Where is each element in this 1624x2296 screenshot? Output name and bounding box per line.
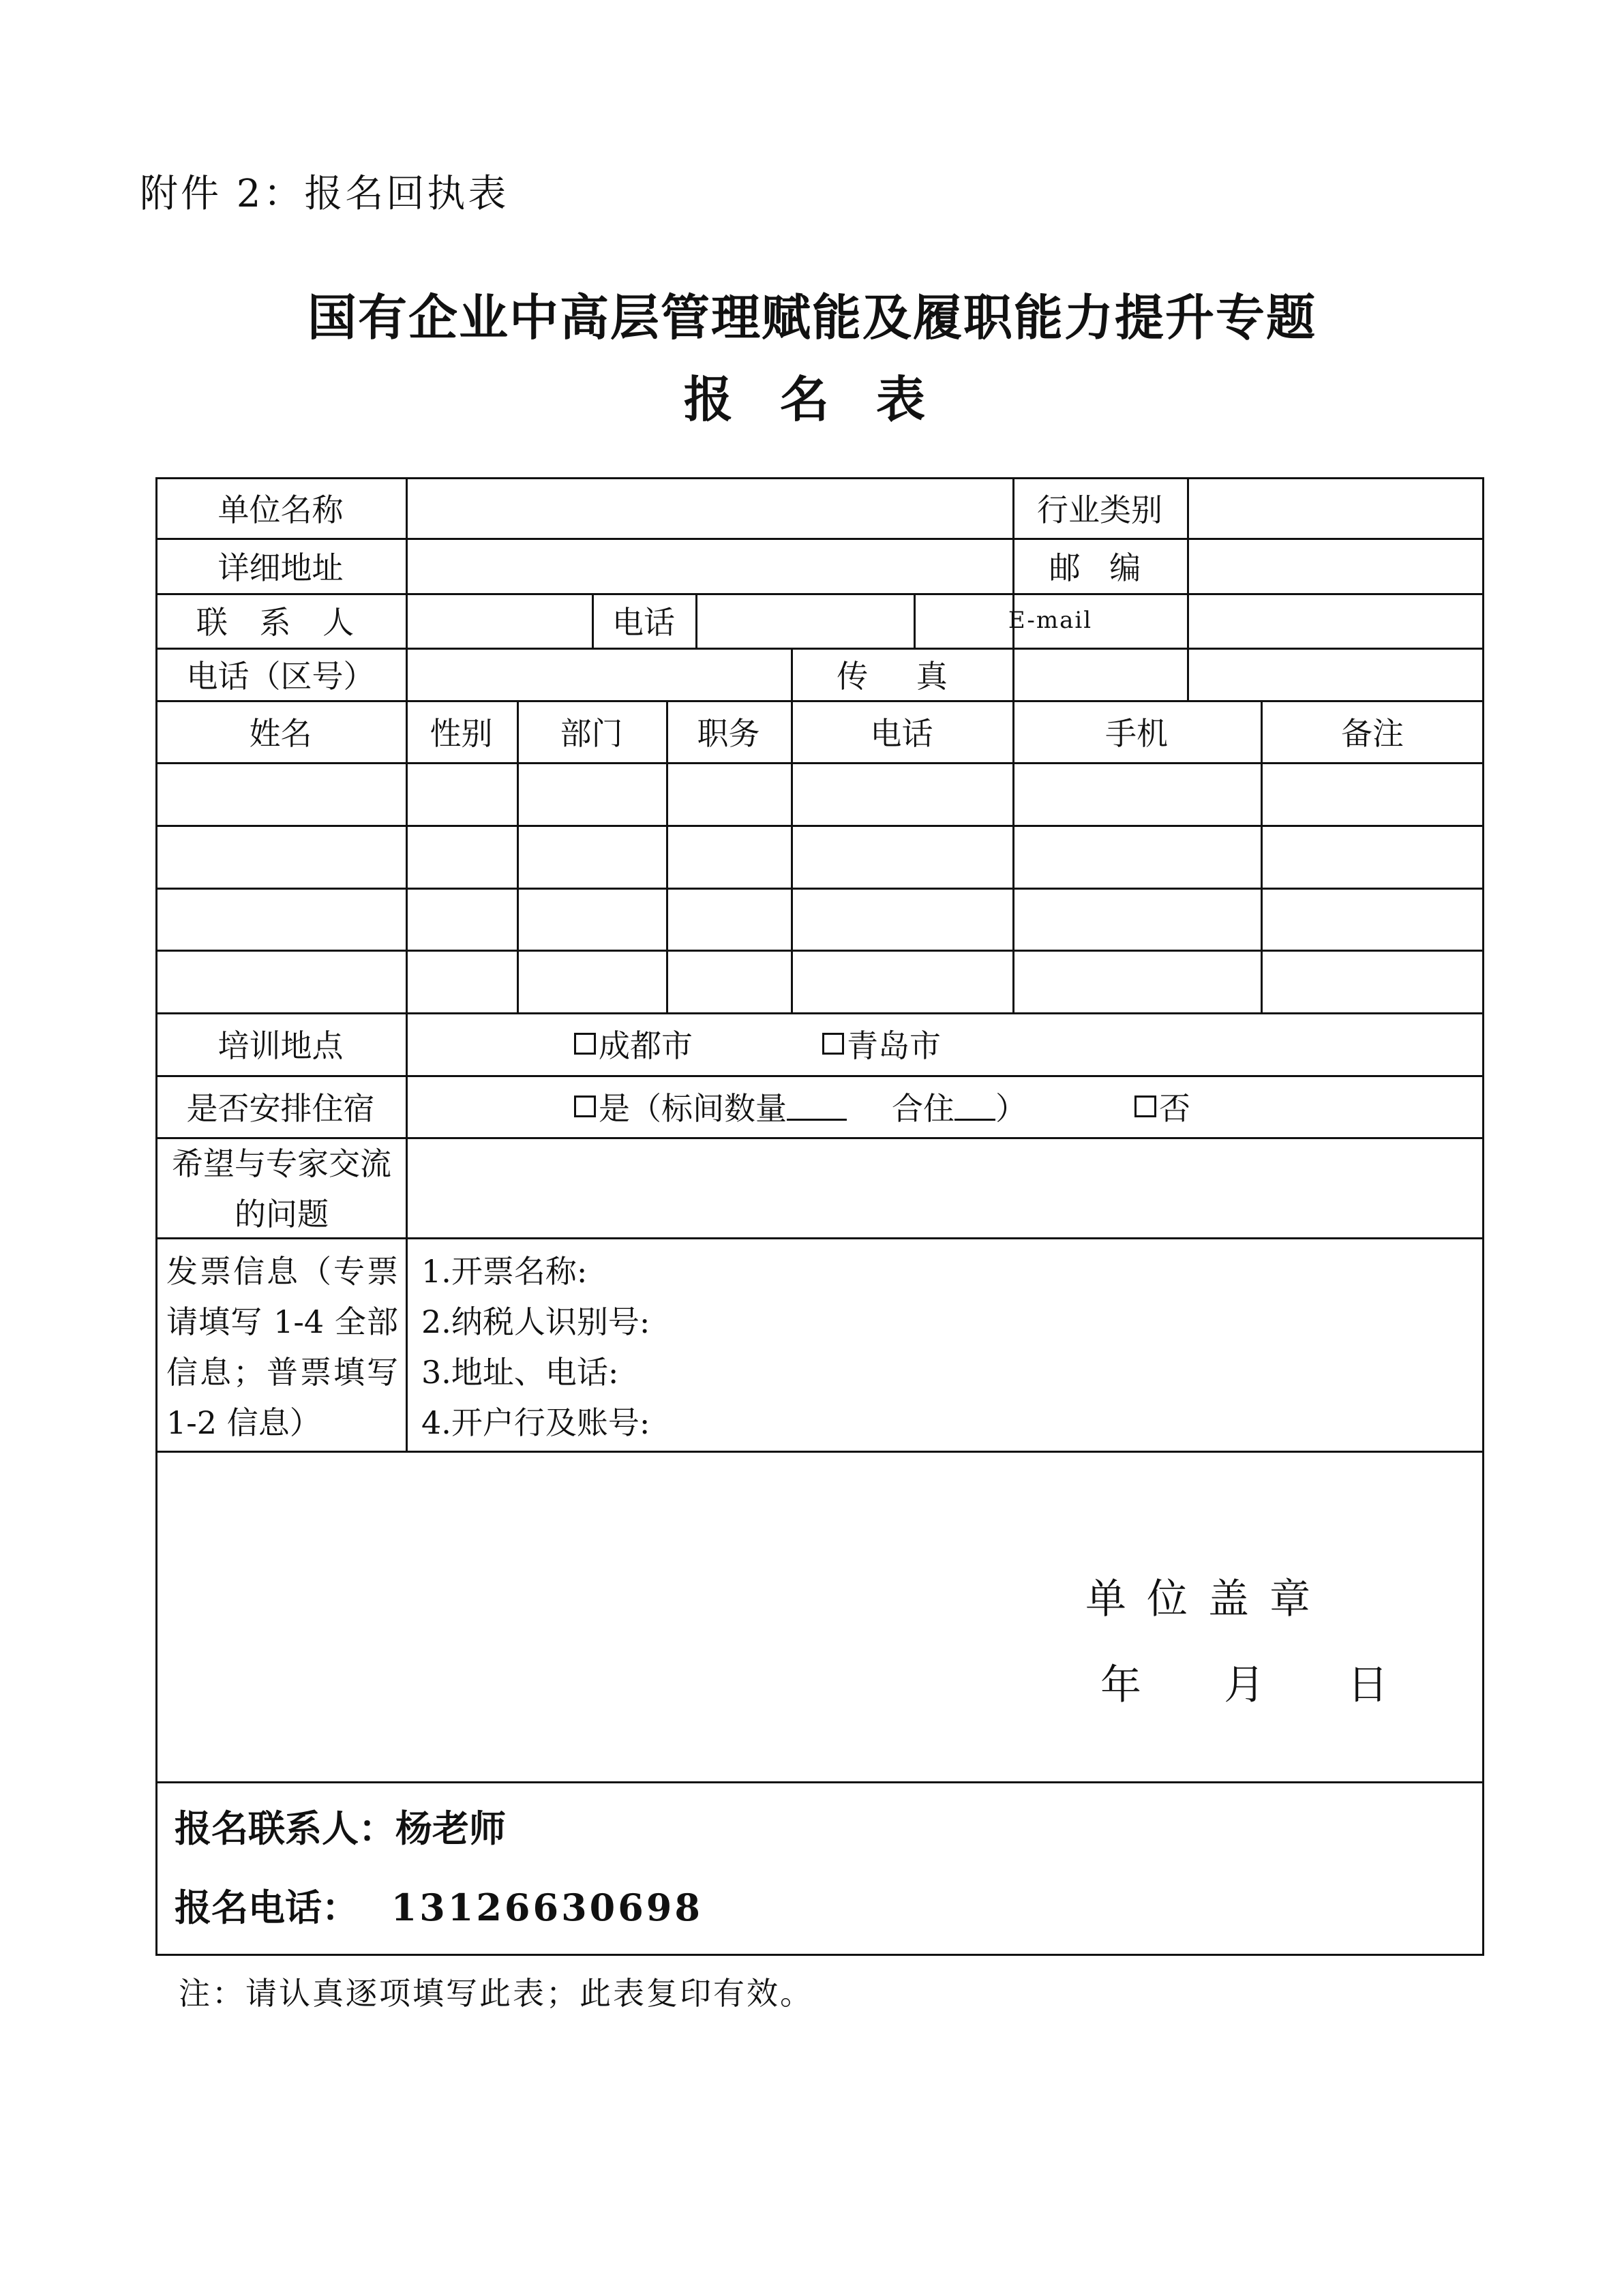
location-option-label: 青岛市 [847,1027,941,1064]
row-divider [155,1781,1484,1783]
contact-label: 联 系 人 [196,604,365,641]
footer-note: 注：请认真逐项填写此表；此表复印有效。 [179,1975,813,2012]
invoice-item: 3.地址、电话: [421,1354,619,1391]
invoice-item: 1.开票名称: [421,1253,588,1290]
contact-phone-label: 报名电话： [175,1886,359,1929]
lodging-option-yes[interactable] [574,1075,1027,1137]
lodging-close-paren: ） [995,1089,1027,1127]
expert-field[interactable] [406,1137,1484,1237]
table-row[interactable] [155,888,1484,950]
postcode-label: 邮 编 [1049,549,1151,586]
location-label: 培训地点 [217,1027,344,1064]
invoice-items[interactable] [421,1246,1444,1448]
col-mobile: 手机 [1105,714,1168,752]
lodging-yes-label: 是（标间数量 [599,1089,787,1127]
unit-stamp-label: 单位盖章 [1085,1575,1331,1623]
date-label: 年 月 日 [1100,1661,1413,1709]
invoice-label: 发票信息（专票请填写 1-4 全部信息；普票填写 1-2 信息） [166,1253,398,1441]
email-label: E-mail [1008,607,1093,634]
location-option-chengdu[interactable] [574,1012,693,1075]
attachment-label: 附件 2：报名回执表 [140,172,509,216]
col-name: 姓名 [249,714,312,752]
industry-label: 行业类别 [1037,491,1162,528]
form-title: 国有企业中高层管理赋能及履职能力提升专题 [307,288,1317,346]
checkbox-icon[interactable] [574,1096,596,1117]
contact-person: 报名联系人：杨老师 [175,1807,506,1850]
invoice-item: 2.纳税人识别号: [421,1303,650,1340]
location-option-qingdao[interactable] [822,1012,941,1075]
phone-label: 电话 [612,604,675,641]
checkbox-icon[interactable] [574,1033,596,1055]
share-count-blank[interactable] [954,1091,995,1121]
lodging-share-label: 合住 [892,1089,954,1127]
col-department: 部门 [560,714,623,752]
postcode-field[interactable] [1187,538,1484,593]
checkbox-icon[interactable] [1134,1096,1156,1117]
form-subtitle: 报 名 表 [683,370,941,428]
phone-area-label: 电话（区号） [186,657,375,695]
phone-field[interactable] [695,593,914,648]
unit-name-field[interactable] [406,477,1012,538]
email-field[interactable] [1187,593,1484,648]
contact-phone-number: 13126630698 [391,1886,703,1929]
contact-phone [175,1879,703,1931]
unit-name-label: 单位名称 [217,491,344,528]
address-label: 详细地址 [217,549,344,586]
fax-field[interactable] [1012,648,1484,700]
table-row[interactable] [155,950,1484,1012]
phone-area-field[interactable] [406,648,791,700]
location-option-label: 成都市 [599,1027,693,1064]
contact-field[interactable] [406,593,592,648]
fax-label: 传 真 [837,657,967,695]
col-gender: 性别 [430,714,493,752]
col-phone: 电话 [870,714,933,752]
address-field[interactable] [406,538,1012,593]
room-count-blank[interactable] [787,1091,847,1121]
col-remark: 备注 [1341,714,1404,752]
lodging-label: 是否安排住宿 [186,1089,375,1127]
checkbox-icon[interactable] [822,1033,844,1055]
table-row[interactable] [155,825,1484,888]
table-row[interactable] [155,762,1484,825]
col-position: 职务 [697,714,760,752]
invoice-item: 4.开户行及账号: [421,1404,650,1441]
row-divider [155,1451,1484,1453]
industry-field[interactable] [1187,477,1484,538]
lodging-no-label: 否 [1159,1089,1190,1127]
expert-label: 希望与专家交流的问题 [172,1145,391,1233]
lodging-option-no[interactable] [1134,1075,1190,1137]
